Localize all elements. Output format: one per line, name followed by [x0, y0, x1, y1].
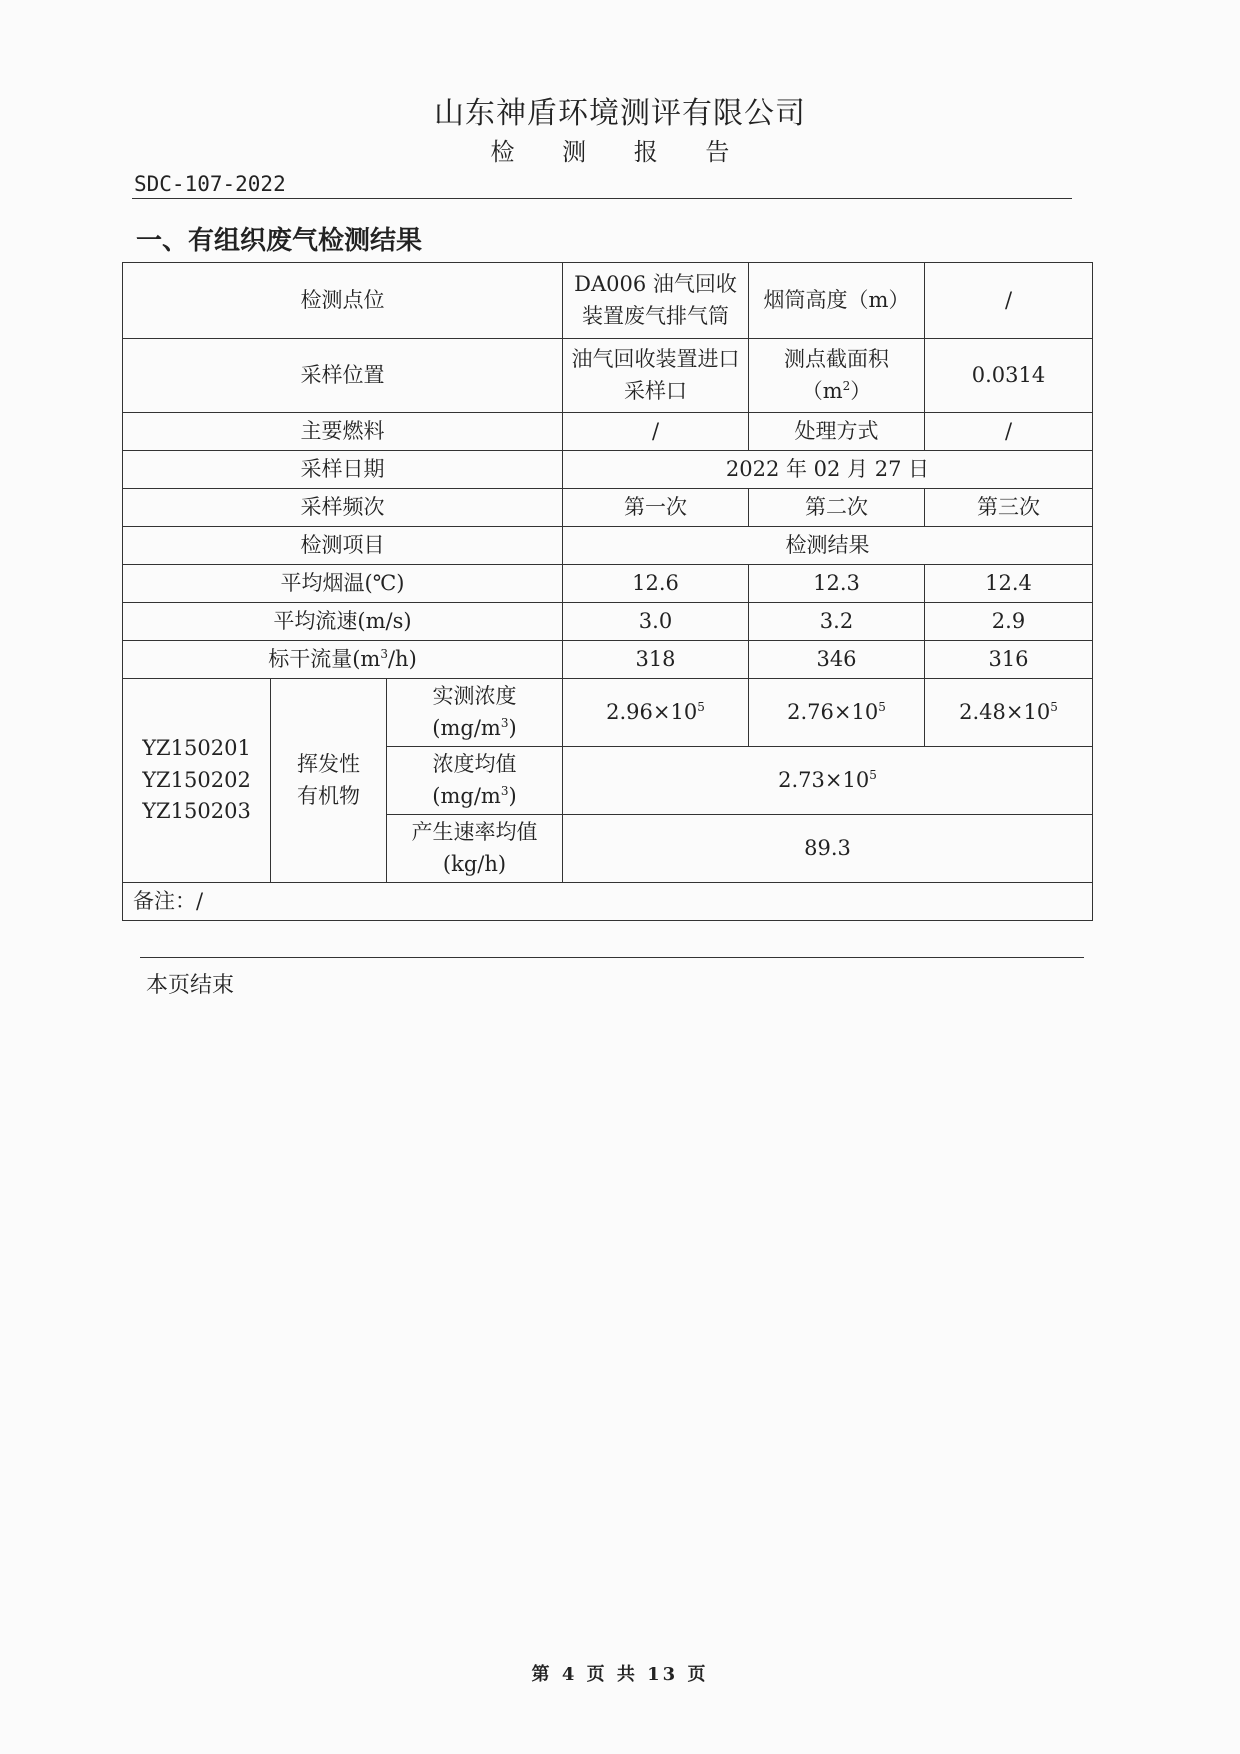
cell-value: 油气回收装置进口采样口 [563, 339, 749, 413]
cell-value [563, 679, 749, 747]
superscript: 5 [697, 699, 705, 714]
cell-value: 346 [749, 641, 925, 679]
cell-value: 318 [563, 641, 749, 679]
table-row [123, 339, 1093, 413]
document-number: SDC-107-2022 [134, 172, 286, 196]
cell-value: 12.4 [925, 565, 1093, 603]
cell-value: 检测结果 [563, 527, 1093, 565]
label-text: ） [850, 378, 872, 403]
value-base: 2.48×10 [959, 699, 1051, 724]
cell-value: 0.0314 [925, 339, 1093, 413]
notes-cell: 备注：/ [123, 883, 1093, 921]
value-base: 2.73×10 [778, 767, 870, 792]
table-row [123, 527, 1093, 565]
superscript: 5 [1050, 699, 1058, 714]
company-name: 山东神盾环境测评有限公司 [434, 96, 806, 131]
metric-label: 实测浓度 [432, 684, 517, 708]
label-text: /h) [387, 646, 417, 671]
table-row [123, 603, 1093, 641]
superscript: 3 [500, 715, 509, 730]
cell-label: 检测项目 [123, 527, 563, 565]
cell-value: 12.3 [749, 565, 925, 603]
sample-id: YZ150201 [142, 736, 251, 761]
cell-value: 316 [925, 641, 1093, 679]
table-row [123, 679, 1093, 747]
table-row [123, 565, 1093, 603]
metric-unit [391, 713, 558, 745]
table-row [123, 883, 1093, 921]
cell-value: DA006 油气回收装置废气排气筒 [563, 263, 749, 339]
table-row [123, 641, 1093, 679]
unit-text: (mg/m [432, 783, 501, 808]
cell-label: 采样日期 [123, 451, 563, 489]
cell-value: 第一次 [563, 489, 749, 527]
cell-value: / [563, 413, 749, 451]
cell-value [563, 747, 1093, 815]
superscript: 5 [869, 767, 877, 782]
superscript: 3 [500, 783, 509, 798]
cell-value: 2022 年 02 月 27 日 [563, 451, 1093, 489]
sample-ids-cell [123, 679, 271, 883]
cell-value: 89.3 [563, 815, 1093, 883]
cell-label: 烟筒高度（m） [749, 263, 925, 339]
sample-id: YZ150203 [142, 799, 251, 824]
superscript: 2 [842, 378, 851, 393]
cell-label: 采样频次 [123, 489, 563, 527]
sample-id: YZ150202 [142, 767, 251, 792]
cell-value: 第三次 [925, 489, 1093, 527]
label-text: 标干流量(m [268, 646, 381, 671]
page-end-note: 本页结束 [146, 973, 235, 998]
metric-label: 产生速率均值 [411, 820, 538, 844]
cell-value: 3.2 [749, 603, 925, 641]
page-number: 第 4 页 共 13 页 [531, 1664, 709, 1685]
cell-value: 2.9 [925, 603, 1093, 641]
emission-results-table [122, 262, 1093, 921]
cell-value: 3.0 [563, 603, 749, 641]
superscript: 3 [380, 646, 388, 661]
table-row [123, 413, 1093, 451]
unit-text: ) [508, 783, 517, 808]
cell-value: / [925, 263, 1093, 339]
metric-unit: (kg/h) [442, 851, 507, 876]
cell-value: / [925, 413, 1093, 451]
cell-label: 处理方式 [749, 413, 925, 451]
unit-text: ) [508, 715, 517, 740]
label-text: 测点截面积（m [784, 347, 889, 403]
cell-label: 平均流速(m/s) [123, 603, 563, 641]
section-title: 一、有组织废气检测结果 [136, 226, 423, 256]
superscript: 5 [878, 699, 886, 714]
metric-label-cell [387, 747, 563, 815]
table-row [123, 451, 1093, 489]
footer-rule [140, 957, 1084, 958]
cell-label: 主要燃料 [123, 413, 563, 451]
cell-label: 采样位置 [123, 339, 563, 413]
value-base: 2.76×10 [787, 699, 879, 724]
item-cell: 挥发性有机物 [271, 679, 387, 883]
header-rule [132, 198, 1072, 199]
cell-value: 12.6 [563, 565, 749, 603]
report-subtitle: 检 测 报 告 [490, 138, 750, 166]
cell-label [123, 641, 563, 679]
cell-value [925, 679, 1093, 747]
cell-value: 第二次 [749, 489, 925, 527]
metric-label: 浓度均值 [432, 752, 517, 776]
metric-label-cell [387, 679, 563, 747]
value-base: 2.96×10 [606, 699, 698, 724]
metric-unit [391, 781, 558, 813]
cell-label: 检测点位 [123, 263, 563, 339]
cell-label: 平均烟温(℃) [123, 565, 563, 603]
cell-value [749, 679, 925, 747]
unit-text: (mg/m [432, 715, 501, 740]
table-row [123, 489, 1093, 527]
cell-label [749, 339, 925, 413]
table-row [123, 263, 1093, 339]
metric-label-cell [387, 815, 563, 883]
